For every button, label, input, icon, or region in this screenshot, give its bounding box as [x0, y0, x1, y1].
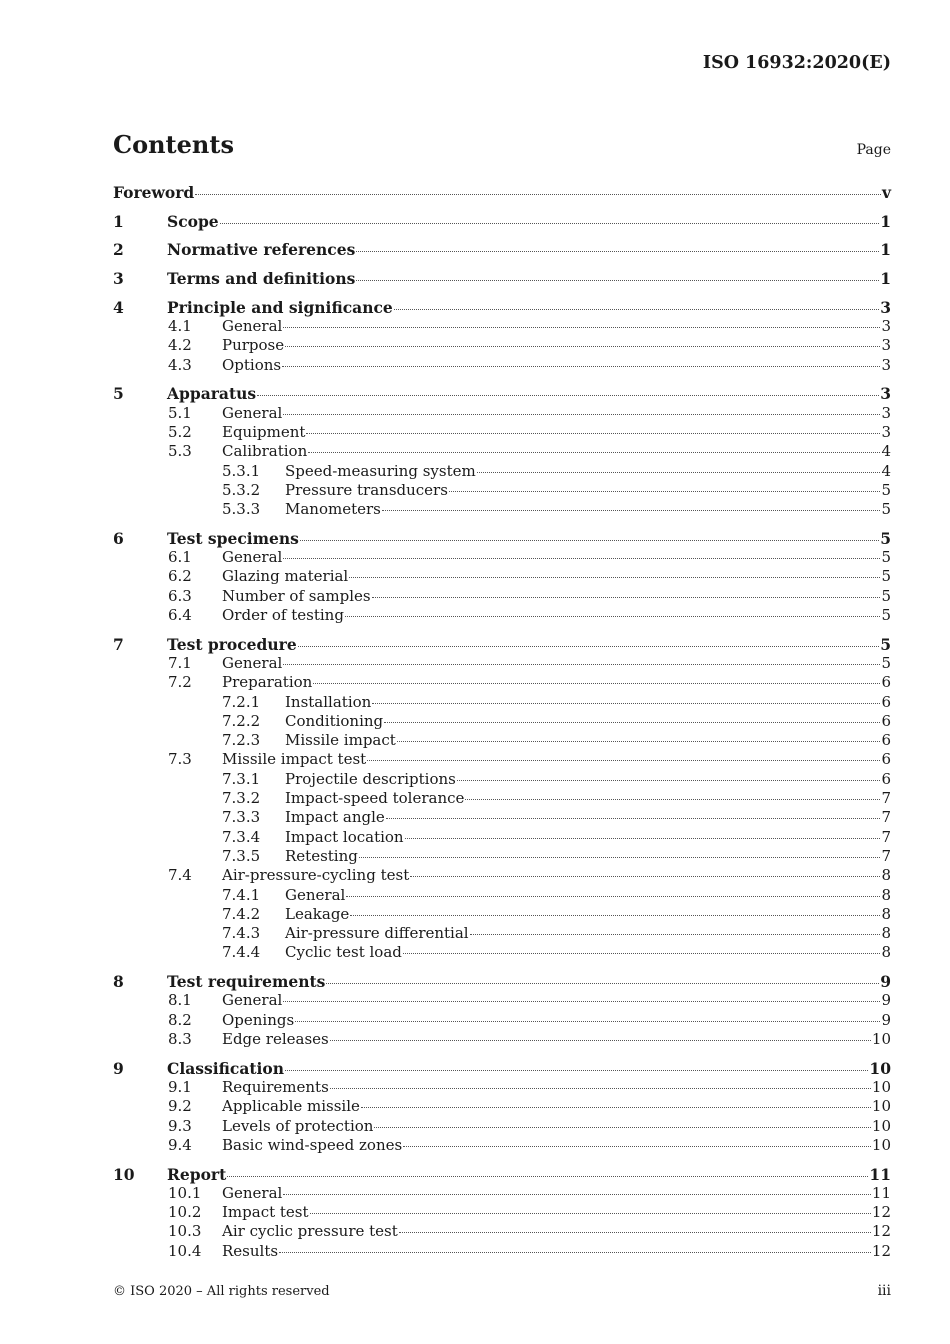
- dot-leader: [345, 616, 881, 617]
- toc-entry-number: 7.4.2: [222, 904, 261, 923]
- toc-entry-title: Principle and significance: [167, 297, 393, 317]
- toc-entry[interactable]: [113, 673, 891, 692]
- toc-entry-title: Impact angle: [285, 808, 385, 827]
- toc-entry[interactable]: [113, 404, 891, 423]
- dot-leader: [295, 1021, 880, 1022]
- toc-entry[interactable]: [113, 317, 891, 336]
- toc-entry-page: 7: [881, 846, 891, 865]
- toc-entry-title: General: [222, 991, 283, 1010]
- toc-entry-title: Impact location: [285, 827, 404, 846]
- dot-leader: [356, 251, 879, 252]
- toc-entry-page: 5: [881, 500, 891, 519]
- toc-entry-title: Classification: [167, 1058, 285, 1078]
- toc-entry[interactable]: [113, 654, 891, 673]
- toc-entry[interactable]: [113, 1011, 891, 1030]
- toc-entry[interactable]: [113, 1030, 891, 1049]
- toc-entry[interactable]: [113, 972, 891, 991]
- toc-entry-title: Options: [222, 355, 282, 374]
- toc-entry-title: Equipment: [222, 422, 306, 441]
- toc-entry-number: 7.3: [168, 750, 192, 769]
- toc-entry-title: Calibration: [222, 442, 308, 461]
- dot-leader: [397, 741, 881, 742]
- dot-leader: [220, 223, 880, 224]
- toc-entry-number: 7.4.1: [222, 885, 261, 904]
- toc-entry-title: General: [222, 1183, 283, 1202]
- toc-entry-title: Requirements: [222, 1077, 329, 1096]
- page-column-label: Page: [856, 142, 891, 158]
- dot-leader: [330, 1088, 871, 1089]
- toc-entry-page: 1: [880, 211, 891, 231]
- toc-entry-page: 6: [881, 673, 891, 692]
- toc-entry-title: Leakage: [285, 904, 350, 923]
- dot-leader: [350, 915, 880, 916]
- toc-entry-title: Impact test: [222, 1203, 309, 1222]
- dot-leader: [257, 395, 879, 396]
- toc-entry-number: 7.2: [168, 673, 192, 692]
- dot-leader: [300, 540, 879, 541]
- toc-entry-number: 7.3.5: [222, 846, 261, 865]
- toc-entry[interactable]: [113, 481, 891, 500]
- toc-entry[interactable]: [113, 924, 891, 943]
- dot-leader: [349, 577, 880, 578]
- toc-entry[interactable]: [113, 500, 891, 519]
- toc-entry-page: 3: [881, 403, 891, 422]
- toc-entry[interactable]: [113, 1203, 891, 1222]
- dot-leader: [279, 1252, 871, 1253]
- toc-entry-page: 5: [881, 653, 891, 672]
- toc-entry-page: 1: [880, 240, 891, 260]
- toc-entry-title: Air-pressure differential: [285, 924, 469, 943]
- toc-entry-title: Speed-measuring system: [285, 461, 476, 480]
- toc-entry-number: 8.1: [168, 991, 192, 1010]
- dot-leader: [457, 780, 881, 781]
- toc-entry[interactable]: [113, 548, 891, 567]
- toc-entry-number: 10.1: [168, 1183, 202, 1202]
- toc-entry-title: Test specimens: [167, 528, 299, 548]
- toc-entry-title: Cyclic test load: [285, 943, 402, 962]
- toc-entry[interactable]: [113, 462, 891, 481]
- toc-entry-number: 6.3: [168, 586, 192, 605]
- dot-leader: [356, 280, 879, 281]
- toc-entry-number: 7.3.2: [222, 789, 261, 808]
- dot-leader: [298, 646, 880, 647]
- toc-entry-number: 6.2: [168, 567, 192, 586]
- toc-entry-number: 10.2: [168, 1203, 202, 1222]
- toc-entry-title: Manometers: [285, 500, 381, 519]
- toc-entry-title: Glazing material: [222, 567, 349, 586]
- toc-entry-number: 9.3: [168, 1116, 192, 1135]
- dot-leader: [195, 194, 881, 195]
- dot-leader: [372, 703, 880, 704]
- toc-entry[interactable]: [113, 587, 891, 606]
- toc-entry-title: Openings: [222, 1010, 295, 1029]
- toc-entry-page: 9: [881, 991, 891, 1010]
- table-of-contents: [113, 183, 891, 1261]
- toc-entry-page: 9: [881, 1010, 891, 1029]
- dot-leader: [405, 838, 881, 839]
- toc-entry-page: 10: [871, 1116, 891, 1135]
- toc-entry-page: 6: [881, 731, 891, 750]
- toc-entry-number: 10.4: [168, 1241, 202, 1260]
- dot-leader: [308, 452, 880, 453]
- toc-entry-number: 7.3.4: [222, 827, 261, 846]
- toc-entry[interactable]: [113, 212, 891, 231]
- toc-entry-number: 8: [113, 972, 124, 992]
- dot-leader: [359, 857, 881, 858]
- dot-leader: [465, 799, 880, 800]
- dot-leader: [306, 433, 880, 434]
- toc-entry-title: Air cyclic pressure test: [222, 1222, 398, 1241]
- dot-leader: [283, 1001, 880, 1002]
- toc-entry-title: Normative references: [167, 240, 356, 260]
- toc-entry-number: 8.3: [168, 1030, 192, 1048]
- toc-entry-title: Missile impact: [285, 731, 396, 750]
- toc-entry[interactable]: [113, 1117, 891, 1136]
- toc-entry-number: 5.3.2: [222, 480, 261, 499]
- toc-entry-page: 8: [881, 885, 891, 904]
- toc-entry-page: 7: [881, 789, 891, 808]
- toc-entry-title: Purpose: [222, 336, 285, 355]
- toc-entry-page: 4: [881, 442, 891, 461]
- dot-leader: [326, 983, 879, 984]
- toc-entry-number: 7.3.3: [222, 808, 261, 827]
- toc-entry-number: 5.3: [168, 442, 192, 461]
- toc-entry[interactable]: [113, 886, 891, 905]
- toc-entry-number: 7.2.3: [222, 731, 261, 750]
- toc-entry-title: Basic wind-speed zones: [222, 1135, 403, 1154]
- toc-entry[interactable]: [113, 1097, 891, 1116]
- toc-entry-title: General: [222, 653, 283, 672]
- toc-entry-page: 10: [869, 1058, 891, 1078]
- toc-entry-number: 7.2.1: [222, 692, 261, 711]
- toc-entry[interactable]: [113, 731, 891, 750]
- dot-leader: [470, 934, 881, 935]
- toc-entry[interactable]: [113, 336, 891, 355]
- dot-leader: [282, 366, 880, 367]
- toc-entry-page: 3: [881, 422, 891, 441]
- toc-entry-page: 10: [871, 1097, 891, 1116]
- toc-entry-number: 9: [113, 1058, 124, 1078]
- toc-entry[interactable]: [113, 606, 891, 625]
- toc-entry-title: Foreword: [113, 183, 195, 202]
- toc-entry-page: 5: [881, 548, 891, 567]
- toc-entry-title: Preparation: [222, 673, 313, 692]
- dot-leader: [394, 309, 879, 310]
- toc-entry-title: Missile impact test: [222, 750, 367, 769]
- toc-entry[interactable]: [113, 905, 891, 924]
- page-number: iii: [877, 1283, 891, 1299]
- toc-entry-page: 10: [871, 1077, 891, 1096]
- toc-entry-page: 6: [881, 711, 891, 730]
- toc-entry-title: Edge releases: [222, 1030, 329, 1048]
- toc-entry[interactable]: [113, 567, 891, 586]
- page-title: Contents: [113, 130, 234, 159]
- toc-entry-page: v: [881, 183, 891, 202]
- toc-entry-page: 10: [871, 1030, 891, 1048]
- toc-entry-page: 5: [880, 634, 891, 654]
- dot-leader: [367, 760, 880, 761]
- toc-entry[interactable]: [113, 808, 891, 827]
- toc-entry-page: 11: [869, 1164, 891, 1184]
- toc-entry-number: 2: [113, 240, 124, 260]
- toc-entry-title: Scope: [167, 211, 219, 231]
- toc-entry-number: 9.2: [168, 1097, 192, 1116]
- toc-entry[interactable]: [113, 712, 891, 731]
- standard-identifier: ISO 16932:2020(E): [702, 53, 891, 73]
- dot-leader: [382, 510, 881, 511]
- toc-entry-page: 3: [881, 336, 891, 355]
- toc-entry-number: 6.1: [168, 548, 192, 567]
- dot-leader: [372, 597, 881, 598]
- toc-entry-page: 7: [881, 827, 891, 846]
- toc-entry-number: 5.3.1: [222, 461, 261, 480]
- toc-entry-title: Retesting: [285, 846, 358, 865]
- dot-leader: [399, 1232, 871, 1233]
- dot-leader: [283, 1194, 871, 1195]
- toc-entry-number: 7.3.1: [222, 769, 261, 788]
- toc-entry-number: 10: [113, 1164, 135, 1184]
- toc-entry-page: 12: [871, 1222, 891, 1241]
- toc-entry[interactable]: [113, 789, 891, 808]
- toc-entry-page: 7: [881, 808, 891, 827]
- toc-entry[interactable]: [113, 269, 891, 288]
- toc-entry-title: Results: [222, 1241, 279, 1260]
- toc-entry[interactable]: [113, 1242, 891, 1261]
- toc-entry-page: 6: [881, 750, 891, 769]
- dot-leader: [403, 953, 881, 954]
- dot-leader: [285, 346, 880, 347]
- toc-entry[interactable]: [113, 750, 891, 769]
- toc-entry-number: 4.3: [168, 355, 192, 374]
- toc-entry-title: General: [222, 548, 283, 567]
- toc-entry-title: Test requirements: [167, 972, 326, 992]
- toc-entry-number: 6: [113, 528, 124, 548]
- dot-leader: [403, 1146, 871, 1147]
- toc-entry-number: 1: [113, 211, 124, 231]
- toc-entry-title: Report: [167, 1164, 227, 1184]
- toc-entry-number: 7.1: [168, 653, 192, 672]
- toc-entry[interactable]: [113, 693, 891, 712]
- toc-entry[interactable]: [113, 943, 891, 962]
- toc-entry[interactable]: [113, 828, 891, 847]
- dot-leader: [227, 1176, 868, 1177]
- dot-leader: [346, 896, 880, 897]
- toc-entry-number: 7.4.4: [222, 943, 261, 962]
- toc-entry-page: 5: [881, 480, 891, 499]
- toc-entry[interactable]: [113, 1165, 891, 1184]
- toc-entry-number: 7.4: [168, 866, 192, 885]
- toc-entry-title: Air-pressure-cycling test: [222, 866, 410, 885]
- toc-entry-title: Number of samples: [222, 586, 371, 605]
- toc-entry-number: 10.3: [168, 1222, 202, 1241]
- toc-entry-number: 4: [113, 297, 124, 317]
- dot-leader: [330, 1040, 871, 1041]
- dot-leader: [384, 722, 880, 723]
- toc-entry[interactable]: [113, 991, 891, 1010]
- toc-entry-page: 8: [881, 943, 891, 962]
- dot-leader: [374, 1127, 870, 1128]
- toc-entry-page: 8: [881, 866, 891, 885]
- dot-leader: [410, 876, 880, 877]
- toc-entry-page: 1: [880, 269, 891, 289]
- toc-entry-number: 4.2: [168, 336, 192, 355]
- toc-entry[interactable]: [113, 866, 891, 885]
- toc-entry-page: 4: [881, 461, 891, 480]
- toc-entry-number: 3: [113, 269, 124, 289]
- toc-entry-number: 5.1: [168, 403, 192, 422]
- toc-entry[interactable]: [113, 183, 891, 202]
- toc-entry-title: General: [222, 403, 283, 422]
- dot-leader: [283, 327, 880, 328]
- toc-entry-page: 6: [881, 692, 891, 711]
- toc-entry[interactable]: [113, 423, 891, 442]
- toc-entry-page: 11: [871, 1183, 891, 1202]
- dot-leader: [283, 558, 880, 559]
- toc-entry-title: Conditioning: [285, 711, 384, 730]
- toc-entry-number: 7.2.2: [222, 711, 261, 730]
- toc-entry[interactable]: [113, 1059, 891, 1078]
- toc-entry-number: 5: [113, 384, 124, 404]
- toc-entry-page: 12: [871, 1241, 891, 1260]
- toc-entry-title: Projectile descriptions: [285, 769, 456, 788]
- dot-leader: [283, 664, 880, 665]
- dot-leader: [283, 414, 880, 415]
- toc-entry-title: Levels of protection: [222, 1116, 374, 1135]
- toc-entry-number: 7.4.3: [222, 924, 261, 943]
- toc-entry[interactable]: [113, 1184, 891, 1203]
- toc-entry[interactable]: [113, 1078, 891, 1097]
- dot-leader: [310, 1213, 871, 1214]
- toc-entry-number: 9.4: [168, 1135, 192, 1154]
- toc-entry-page: 6: [881, 769, 891, 788]
- toc-entry-number: 4.1: [168, 317, 192, 336]
- toc-entry-title: General: [222, 317, 283, 336]
- toc-entry[interactable]: [113, 847, 891, 866]
- toc-entry-title: Impact-speed tolerance: [285, 789, 465, 808]
- toc-entry-title: Installation: [285, 692, 372, 711]
- toc-entry-page: 5: [881, 586, 891, 605]
- dot-leader: [477, 472, 881, 473]
- toc-entry-number: 5.2: [168, 422, 192, 441]
- toc-entry-number: 6.4: [168, 605, 192, 624]
- toc-entry-page: 5: [880, 528, 891, 548]
- toc-entry-page: 5: [881, 605, 891, 624]
- toc-entry-page: 8: [881, 904, 891, 923]
- toc-entry-page: 10: [871, 1135, 891, 1154]
- toc-entry[interactable]: [113, 384, 891, 403]
- dot-leader: [313, 683, 880, 684]
- toc-entry-title: General: [285, 885, 346, 904]
- toc-entry-page: 3: [881, 355, 891, 374]
- toc-entry-title: Apparatus: [167, 384, 257, 404]
- toc-entry-title: Order of testing: [222, 605, 344, 624]
- copyright-notice: © ISO 2020 – All rights reserved: [113, 1284, 330, 1299]
- dot-leader: [386, 818, 881, 819]
- toc-entry-page: 8: [881, 924, 891, 943]
- toc-entry[interactable]: [113, 240, 891, 259]
- toc-entry-number: 7: [113, 634, 124, 654]
- toc-entry-page: 3: [880, 297, 891, 317]
- toc-entry-title: Pressure transducers: [285, 480, 448, 499]
- toc-entry[interactable]: [113, 298, 891, 317]
- dot-leader: [449, 491, 881, 492]
- toc-entry-page: 9: [880, 972, 891, 992]
- toc-entry[interactable]: [113, 442, 891, 461]
- toc-entry-title: Terms and definitions: [167, 269, 356, 289]
- toc-entry-number: 8.2: [168, 1010, 192, 1029]
- toc-entry[interactable]: [113, 529, 891, 548]
- toc-entry-number: 5.3.3: [222, 500, 261, 519]
- toc-entry[interactable]: [113, 1136, 891, 1155]
- toc-entry-page: 5: [881, 567, 891, 586]
- toc-entry[interactable]: [113, 356, 891, 375]
- toc-entry-page: 12: [871, 1203, 891, 1222]
- dot-leader: [361, 1107, 871, 1108]
- toc-entry-page: 3: [880, 384, 891, 404]
- toc-entry[interactable]: [113, 1222, 891, 1241]
- toc-entry[interactable]: [113, 770, 891, 789]
- toc-entry-number: 9.1: [168, 1077, 192, 1096]
- dot-leader: [285, 1070, 868, 1071]
- toc-entry-title: Test procedure: [167, 634, 297, 654]
- toc-entry-title: Applicable missile: [222, 1097, 360, 1116]
- toc-entry[interactable]: [113, 635, 891, 654]
- toc-entry-page: 3: [881, 317, 891, 336]
